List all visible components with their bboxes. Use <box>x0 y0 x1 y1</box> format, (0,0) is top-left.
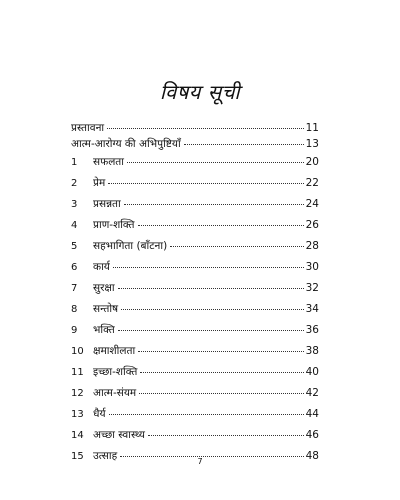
toc-leader-dots <box>108 171 303 184</box>
toc-entry <box>71 215 319 233</box>
toc-entry <box>71 236 319 254</box>
toc-entry <box>71 362 319 380</box>
toc-entry-number: 13 <box>71 409 84 420</box>
toc-entry-label: आत्म-आरोग्य की अभिपुष्टियाँ <box>71 138 181 150</box>
toc-entry-label: अच्छा स्वास्थ्य <box>93 429 145 441</box>
toc-entry-number: 14 <box>71 430 84 441</box>
toc-leader-dots <box>121 297 304 310</box>
toc-entry-page: 42 <box>305 387 319 399</box>
toc-leader-dots <box>184 132 304 145</box>
toc-entry-page: 48 <box>305 450 319 462</box>
toc-entry-label: प्रेम <box>93 177 106 189</box>
toc-entry-number: 10 <box>71 346 84 357</box>
toc-entry-label: सफलता <box>93 156 125 168</box>
toc-entry-page: 36 <box>305 324 319 336</box>
toc-entry-label: सुरक्षा <box>93 282 115 294</box>
toc-entry <box>71 425 319 443</box>
toc-entry-page: 28 <box>305 240 319 252</box>
toc-entry-label: इच्छा-शक्ति <box>93 366 138 378</box>
toc-leader-dots <box>118 318 304 331</box>
toc-leader-dots <box>107 116 303 129</box>
toc-entry-number: 12 <box>71 388 84 399</box>
toc-entry <box>71 404 319 422</box>
toc-leader-dots <box>170 234 303 247</box>
toc-entry-number: 4 <box>71 220 78 231</box>
toc-entry-number: 3 <box>71 199 78 210</box>
toc-entry-label: सहभागिता (बाँटना) <box>93 240 168 252</box>
toc-entry-number: 5 <box>71 241 78 252</box>
page-number: 7 <box>197 457 203 466</box>
toc-entry <box>71 299 319 317</box>
toc-entry-number: 15 <box>71 451 84 462</box>
toc-entry-page: 32 <box>305 282 319 294</box>
toc-entry-number: 9 <box>71 325 78 336</box>
toc-leader-dots <box>140 360 303 373</box>
toc-entry <box>71 320 319 338</box>
toc-entry <box>71 341 319 359</box>
toc-leader-dots <box>138 213 304 226</box>
toc-entry <box>71 257 319 275</box>
toc-entry-page: 24 <box>305 198 319 210</box>
toc-leader-dots <box>118 276 304 289</box>
toc-entry-page: 11 <box>305 122 319 134</box>
toc-entry <box>71 152 319 170</box>
toc-leader-dots <box>124 192 304 205</box>
toc-entry-label: भक्ति <box>93 324 115 336</box>
toc-leader-dots <box>148 423 304 436</box>
toc-entry-page: 30 <box>305 261 319 273</box>
toc-entry-label: क्षमाशीलता <box>93 345 136 357</box>
toc-entry-page: 26 <box>305 219 319 231</box>
toc-entry-number: 7 <box>71 283 78 294</box>
toc-entry-label: कार्य <box>93 261 110 273</box>
toc-entry-number: 8 <box>71 304 78 315</box>
toc-entry-number: 1 <box>71 157 78 168</box>
toc-entry-page: 20 <box>305 156 319 168</box>
toc-entry-page: 22 <box>305 177 319 189</box>
toc-leader-dots <box>120 444 303 457</box>
toc-entry-page: 44 <box>305 408 319 420</box>
toc-leader-dots <box>113 255 304 268</box>
toc-entry-page: 34 <box>305 303 319 315</box>
toc-entry-label: प्राण-शक्ति <box>93 219 135 231</box>
toc-leader-dots <box>127 150 304 163</box>
toc-entry-number: 6 <box>71 262 78 273</box>
toc-entry-page: 46 <box>305 429 319 441</box>
toc-entry-page: 13 <box>305 138 319 150</box>
toc-leader-dots <box>138 339 303 352</box>
toc-entry-page: 38 <box>305 345 319 357</box>
toc-entry-number: 11 <box>71 367 84 378</box>
toc-entry <box>71 383 319 401</box>
table-of-contents <box>0 110 400 460</box>
page-title: विषय सूची <box>159 80 241 104</box>
toc-entry-number: 2 <box>71 178 78 189</box>
toc-entry-label: प्रसन्नता <box>93 198 121 210</box>
toc-entry-label: सन्तोष <box>93 303 119 315</box>
toc-entry-page: 40 <box>305 366 319 378</box>
toc-entry <box>71 194 319 212</box>
toc-entry-label: उत्साह <box>93 450 118 462</box>
toc-leader-dots <box>139 381 303 394</box>
toc-entry <box>71 278 319 296</box>
toc-entry-label: आत्म-संयम <box>93 387 137 399</box>
toc-entry-label: धैर्य <box>93 408 106 420</box>
toc-entry-label: प्रस्तावना <box>71 122 105 134</box>
toc-leader-dots <box>109 402 304 415</box>
toc-entry <box>71 173 319 191</box>
